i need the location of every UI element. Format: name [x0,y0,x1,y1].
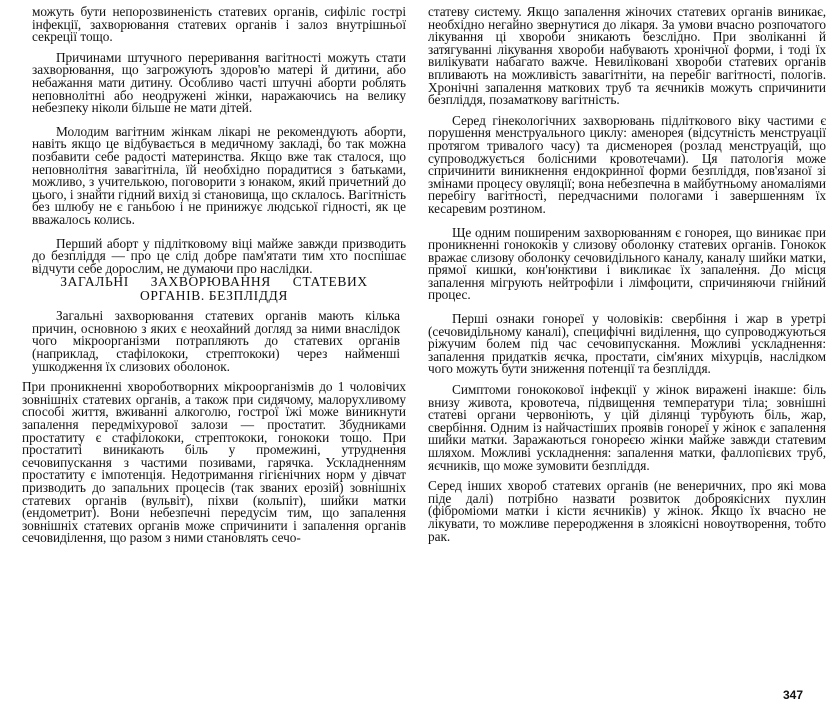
paragraph-right-2: Серед гінекологічних захворювань підліткового віку частими є порушення менструального циклу: аменорея (відсутність менструації протягом тривалого часу) та дисменорея (розлад менструацій, що супроводжується болісними кровотечами). Ця патологія може спричинити виникнення ендокринної форми безпліддя, пов'язаної зі змінами процесу овуляції; вона небезпечна в майбутньому аномаліями перебігу вагітності, передчасними пологами і завершенням їх кесаревим розтином. [428,112,826,216]
page-number: 347 [782,688,803,702]
paragraph-left-3: Молодим вагітним жінкам лікарі не рекомендують аборти, навіть якщо це відбувається в медичному закладі, бо так можна позбавити себе радості материнства. Якщо вже так сталося, що неповнолітня завагітніла, їй необхідно порадитися з батьками, можливо, з учителькою, поговорити з юнаком, який причетний до цього, і знайти гідний вихід зі становища, що склалось. Вагітність без шлюбу не є ганьбою і не принижує людської гідності, як це вважалось колись. [32,123,406,227]
section-heading [22,275,406,302]
paragraph-left-1: можуть бути непорозвиненість статевих органів, сифіліс гострі інфекції, захворювання статевих органів і залоз внутрішньої секреції тощо. [32,4,406,45]
paragraph-left-6: При проникненні хвороботворних мікроорганізмів до 1 чоловічих зовнішніх статевих органів, а також при сидячому, малорухливому способі життя, вживанні алкоголю, гострої їжі може виникнути запалення передміхурової залози — простатит. Збудниками простатиту є стафілококи, стрептококи, гонококи тощо. При простатиті виникають біль у промежині, утруднення сечовипускання з частими позивами, гарячка. Ускладненням простатиту є імпотенція. Недотримання гігієнічних норм у дівчат призводить до запальних процесів (так званих ерозій) зовнішніх статевих органів (вульвіт), піхви (кольпіт), шийки матки (ендометрит). Вони небезпечні передусім тим, що запалення зовнішніх статевих органів може спричинити і запалення органів сечовиділення, що разом з ними становлять сечо- [22,379,406,546]
section-heading-line-2: ОРГАНІВ. БЕЗПЛІДДЯ [140,287,288,303]
paragraph-left-2: Причинами штучного переривання вагітності можуть стати захворювання, що загрожують здоров'ю матері й дитини, або небажання мати дитину. Особливо часті штучні аборти роблять неповнолітні або неодружені жінки, наражаючись на велику небезпеку ніколи більше не мати дітей. [32,49,406,116]
paragraph-left-4: Перший аборт у підлітковому віці майже завжди призводить до безпліддя — про це слід добре пам'ятати тим хто поспішає відчути себе дорослим, не думаючи про наслідки. [32,235,406,276]
paragraph-left-5: Загальні захворювання статевих органів мають кілька причин, основною з яких є неохайний догляд за ними внаслідок чого мікроорганізми потрапляють до статевих органів (наприклад, стафілококи, стрептококи) через найменші ушкодження їх слизових оболонок. [32,308,400,374]
paragraph-right-4: Перші ознаки гонореї у чоловіків: свербіння і жар в уретрі (сечовидільному каналі), специфічні виділення, що супроводжуються ріжучим болем під час сечовипускання. Можливі ускладнення: запалення придатків яєчка, простати, сім'яних міхурців, наслідком чого можуть бути зниження потенції та безпліддя. [428,311,826,377]
section-heading-line-1: ЗАГАЛЬНІ ЗАХВОРЮВАННЯ СТАТЕВИХ [60,274,368,290]
paragraph-right-3: Ще одним поширеним захворюванням є гонорея, що виникає при проникненні гонококів у слизову оболонку статевих органів. Гонокок вражає слизову оболонку сечовидільного каналу, каналу шийки матки, прямої кишки, кон'юнктиви і викликає їх запалення. До місця запалення мігрують нейтрофіли і лімфоцити, спричиняючи гнійний процес. [428,224,826,303]
paragraph-right-1: статеву систему. Якщо запалення жіночих статевих органів виникає, необхідно негайно звернутися до лікаря. За умови вчасно розпочатого лікування ці хвороби зникають безслідно. При зволіканні й затягуванні лікування хвороби набувають хронічної форми, і тоді їх вилікувати набагато важче. Невиліковані хвороби статевих органів впливають на можливість завагітніти, на перебіг вагітності, пологів. Хронічні запалення маткових труб та яєчників можуть спричинити безпліддя, позаматкову вагітність. [428,4,826,108]
left-column [22,6,406,545]
paragraph-right-6: Серед інших хвороб статевих органів (не венеричних, про які мова піде далі) потрібно назвати розвиток доброякісних пухлин (фіброміоми матки і кісти яєчників) у жінок. Якщо їх вчасно не лікувати, то можливе переродження в злоякісні новоутворення, тобто рак. [428,478,826,544]
right-column [428,6,826,543]
paragraph-right-5: Симптоми гонококової інфекції у жінок виражені інакше: біль внизу живота, кровотеча, підвищення температури тіла; зовнішні статеві органи червоніють, у цій ділянці турбують біль, жар, свербіння. Одним із найчастіших проявів гонореї у жінок є запалення шийки матки. Заражаються гонореєю жінки майже завжди статевим шляхом. Можливі ускладнення: запалення матки, фаллопієвих труб, яєчників, що може зумовити безпліддя. [428,382,826,473]
